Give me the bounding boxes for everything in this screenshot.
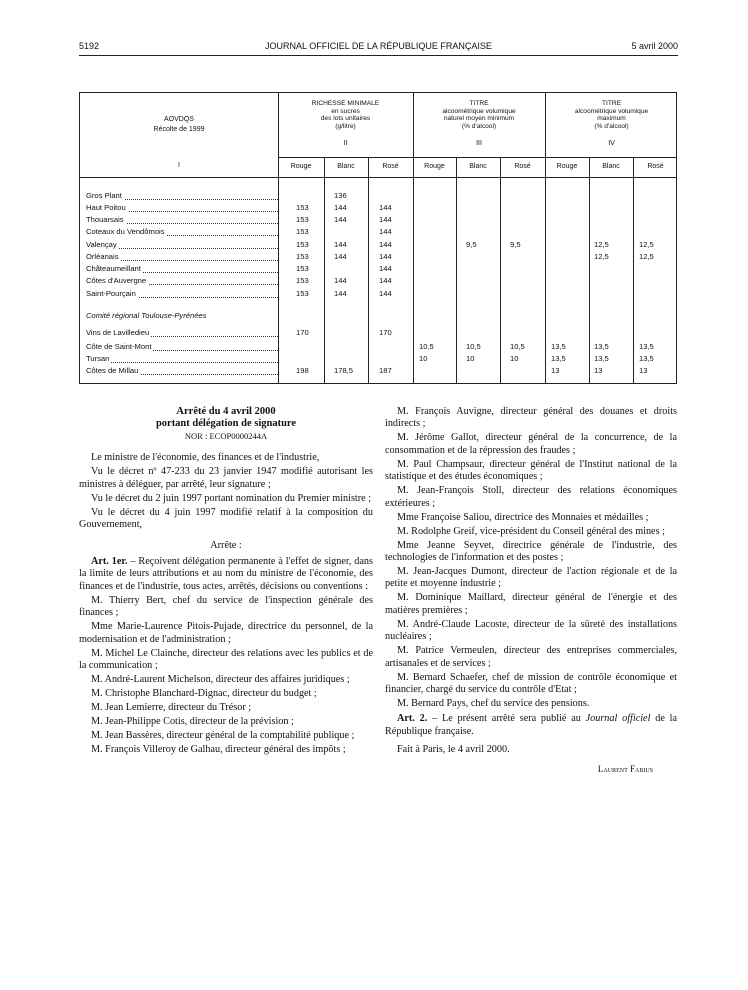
delegate-item: M. André-Laurent Michelson, directeur des affaires juridiques ; [91,674,350,686]
table-cell: 144 [334,276,347,285]
table-cell: 12,5 [639,240,654,249]
appellation-name [86,202,278,214]
delegate-item: M. Rodolphe Greif, vice-président du Conseil général des mines ; [397,525,665,537]
table-cell: 9,5 [466,240,477,249]
table-row [80,239,678,251]
group2-line: (g/litre) [335,122,356,130]
appellation-name [86,365,278,377]
table-cell: 144 [334,240,347,249]
appellation-name [86,341,278,353]
preamble-paragraph: Vu le décret nº 47-233 du 23 janvier 1947 modifié autorisant les ministres à déléguer, par arrêté, leur signature ; [79,466,373,490]
group4-line: (% d'alcool) [594,122,629,130]
group2-line: des lots unitaires [320,115,371,123]
appellation-label: Côtes d'Auvergne [86,276,147,285]
delegate-item: M. Jean Bassères, directeur général de la comptabilité publique ; [91,730,355,742]
group3-roman: III [476,140,482,147]
table-cell: 13 [639,366,648,375]
preamble-paragraph: Vu le décret du 2 juin 1997 portant nomination du Premier ministre ; [91,492,372,504]
delegate-item: M. Christophe Blanchard-Dignac, directeur du budget ; [91,688,317,700]
nor-reference: NOR : ECOP0000244A [184,431,268,441]
table-cell: 10,5 [419,342,434,351]
group3-line: alcoométrique volumique [442,107,516,115]
table-row [80,288,678,300]
table-cell: 10,5 [466,342,481,351]
table-cell: 13 [594,366,603,375]
appellation-label: Thouarsais [86,215,124,224]
header-rule [79,55,678,56]
appellation-name [86,353,278,365]
appellation-label: Coteaux du Vendômois [86,227,165,236]
table-cell: 153 [296,203,309,212]
appellation-label: Châteaumeillant [86,264,141,273]
delegate-item: M. André-Claude Lacoste, directeur de la sûreté des installations nucléaires ; [385,618,677,643]
table-cell: 153 [296,252,309,261]
table-cell: 12,5 [594,240,609,249]
page-header [79,41,678,55]
table-cell: 12,5 [594,252,609,261]
delegate-item: Mme Françoise Saliou, directrice des Monnaies et médailles ; [397,511,649,523]
table-cell: 144 [379,264,392,273]
table-cell: 187 [379,366,392,375]
delegate-item: M. Michel Le Clainche, directeur des relations avec les publics et de la communication ; [79,647,373,672]
table-cell: 13,5 [594,342,609,351]
table-row [80,226,678,238]
article-1-label: Art. 1er. [91,556,128,568]
appellation-label: Gros Plant [86,191,122,200]
appellation-label: Haut Poitou [86,203,126,212]
table-cell: 178,5 [334,366,354,375]
appellation-label: Vins de Lavilledieu [86,328,150,337]
delegate-item: M. Jean-Jacques Dumont, directeur de l'action régionale et de la petite et moyenne industrie ; [385,566,677,590]
article-2-text-end: de la République française. [385,713,677,737]
table-cell: 144 [334,289,347,298]
table-cell: 12,5 [639,252,654,261]
appellation-name [86,251,278,263]
table-row [80,263,678,275]
article-1-text: – Reçoivent délégation permanente à l'effet de signer, dans la limite de leurs attributions et au nom du ministre de l'économie, des finances et de l'industrie, tous actes, arrêtés, décisions ou conventions : [79,556,373,592]
table-cell: 153 [296,215,309,224]
table-cell: 144 [379,203,392,212]
subheader-rose: Rosé [647,163,664,170]
col-divider [545,93,546,383]
table-row [80,341,678,353]
table-cell: 13,5 [551,342,566,351]
left-column [79,406,373,758]
group4-line: alcoométrique volumique [574,107,649,115]
appellation-name [86,288,278,300]
group3-line: (% d'alcool) [461,122,497,130]
table-cell: 144 [334,252,347,261]
subheader-rouge: Rouge [556,163,578,170]
right-column [385,406,677,775]
table-cell: 144 [334,215,347,224]
delegate-item: M. Patrice Vermeulen, directeur des entreprises commerciales, artisanales et de services ; [385,645,677,669]
table-cell: 153 [296,240,309,249]
subheader-blanc: Blanc [469,163,487,170]
header-rule-main [80,177,676,178]
table-cell: 153 [296,227,309,236]
group4-line: TITRE [601,100,622,107]
delegate-item: M. Jean-François Stoll, directeur des relations économiques extérieures ; [385,485,677,509]
table-cell: 136 [334,191,347,200]
group3-line: naturel moyen minimum [443,115,515,123]
delegate-item: M. Bernard Pays, chef du service des pensions. [397,698,590,710]
article-2-text: – Le présent arrêté sera publié au [427,713,586,725]
table-row [80,353,678,365]
decree-subtitle: portant délégation de signature [155,417,297,429]
appellation-label: Valençay [86,240,117,249]
table-cell: 144 [379,227,392,236]
table-cell: 144 [379,252,392,261]
delegate-item: Mme Marie-Laurence Pitois-Pujade, directrice du personnel, de la modernisation et de l'administration ; [79,621,373,645]
col1-roman: I [178,162,180,169]
article-2 [385,713,677,738]
table-cell: 153 [296,276,309,285]
appellation-label: Saint-Pourçain [86,289,136,298]
delegate-item: M. Jean-Philippe Cotis, directeur de la prévision ; [91,716,294,728]
article-1 [79,556,373,593]
table-row [80,190,678,202]
table-cell: 9,5 [510,240,521,249]
group4-line: maximum [597,115,626,123]
delegate-item: M. Dominique Maillard, directeur général de l'énergie et des matières premières ; [385,592,677,616]
table-row [80,214,678,226]
delegate-item: M. Jean Lemierre, directeur du Trésor ; [91,702,252,714]
table-cell: 144 [379,276,392,285]
table-cell: 170 [379,328,392,337]
appellation-name [86,327,278,339]
article-2-journal: Journal officiel [585,713,651,725]
appellation-name [86,263,278,275]
group2-line: RICHESSE MINIMALE [311,100,380,107]
signed-at: Fait à Paris, le 4 avril 2000. [397,744,510,756]
subheader-rouge: Rouge [424,163,445,170]
delegate-item: M. François Auvigne, directeur général des douanes et droits indirects ; [385,406,677,430]
appellation-label: Côtes de Millau [86,366,139,375]
col1-title: AOVDQS [164,116,194,123]
table-cell: 10,5 [510,342,525,351]
col1-header [80,115,278,135]
subheader-blanc: Blanc [602,163,620,170]
appellation-label: Côte de Saint-Mont [86,342,152,351]
col1-subtitle: Récolte de 1999 [153,126,205,133]
subheader-rose: Rosé [514,163,531,170]
appellation-name [86,214,278,226]
page-number: 5192 [79,41,100,51]
decree-title: Arrêté du 4 avril 2000 [176,406,276,417]
appellation-label: Tursan [86,354,110,363]
delegate-item: Mme Jeanne Seyvet, directrice générale de l'industrie, des technologies de l'information et des postes ; [385,539,677,564]
subheader-blanc: Blanc [337,163,355,170]
table-cell: 198 [296,366,309,375]
group2-line: en sucres [331,107,360,115]
preamble-paragraph: Vu le décret du 4 juin 1997 modifié relatif à la composition du Gouvernement, [79,506,373,531]
table-cell: 153 [296,289,309,298]
table-cell: 13,5 [551,354,566,363]
table-cell: 144 [379,289,392,298]
table-cell: 10 [466,354,475,363]
wine-standards-table [79,92,677,384]
appellation-name [86,226,278,238]
table-row [80,275,678,287]
delegate-item: M. Bernard Schaefer, chef de mission de contrôle économique et financier, chargé du service du contrôle d'Etat ; [385,671,677,696]
table-cell: 13,5 [639,354,654,363]
group4-header [545,100,678,130]
appellation-label: Orléanais [86,252,119,261]
delegate-item: M. Paul Champsaur, directeur général de l'Institut national de la statistique et des études économiques ; [385,458,677,483]
group3-header [413,100,545,130]
table-cell: 144 [334,203,347,212]
issue-date: 5 avril 2000 [631,41,678,51]
table-cell: 153 [296,264,309,273]
group4-roman: IV [608,140,615,147]
header-rule-sub [278,157,676,158]
col-divider [413,93,414,383]
table-row [80,202,678,214]
journal-title: JOURNAL OFFICIEL DE LA RÉPUBLIQUE FRANÇAISE [265,41,492,51]
group2-header [278,100,413,130]
table-cell: 13,5 [639,342,654,351]
table-cell: 144 [379,215,392,224]
signatory-name: Laurent Fabius [597,763,653,774]
table-row [80,327,678,339]
group3-line: TITRE [469,100,489,107]
table-cell: 10 [510,354,519,363]
appellation-name [86,275,278,287]
delegate-item: M. François Villeroy de Galhau, directeur général des impôts ; [91,744,346,756]
table-cell: 13,5 [594,354,609,363]
preamble-paragraph: Le ministre de l'économie, des finances et de l'industrie, [91,452,320,464]
delegate-item: M. Jérôme Gallot, directeur général de la concurrence, de la consommation et de la répression des fraudes ; [385,432,677,456]
table-cell: 170 [296,328,309,337]
table-row [80,251,678,263]
group2-roman: II [343,140,348,147]
table-cell: 144 [379,240,392,249]
region-subtitle: Comité régional Toulouse-Pyrénées [86,311,207,320]
col-divider [278,93,279,383]
appellation-name [86,190,278,202]
delegate-item: M. Thierry Bert, chef du service de l'inspection générale des finances ; [79,594,373,619]
table-row [80,365,678,377]
subheader-rose: Rosé [382,163,399,170]
article-2-label: Art. 2. [397,713,428,725]
appellation-name [86,239,278,251]
arrete-heading: Arrête : [210,539,242,551]
table-cell: 13 [551,366,560,375]
subheader-rouge: Rouge [290,163,312,170]
table-cell: 10 [419,354,428,363]
